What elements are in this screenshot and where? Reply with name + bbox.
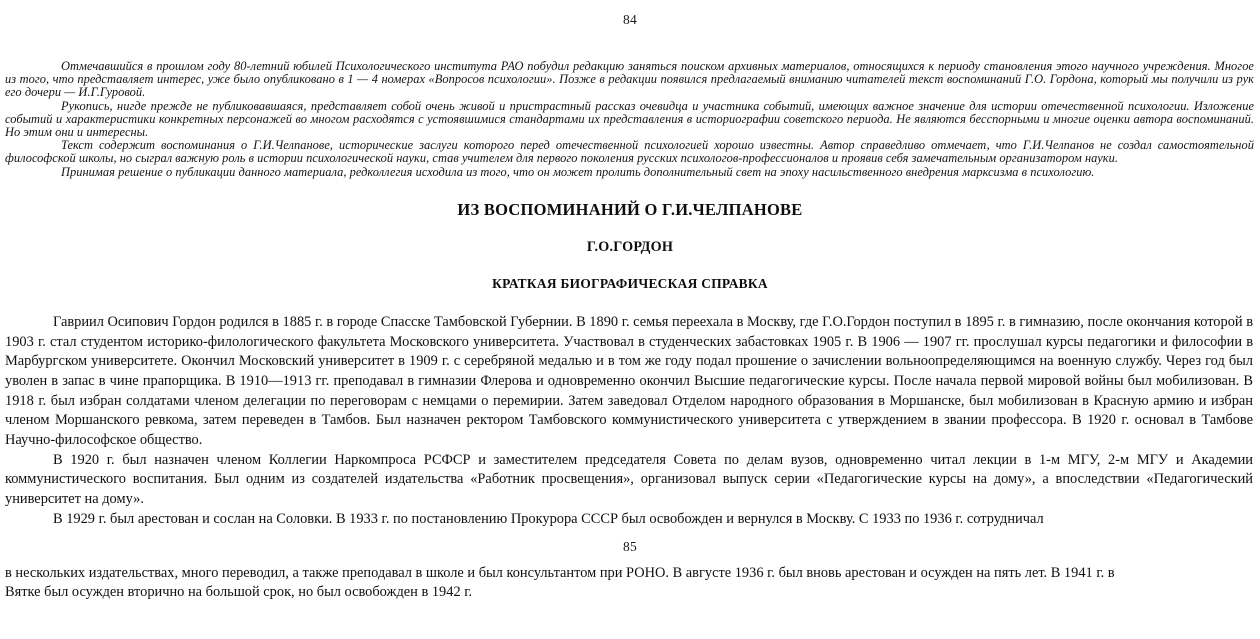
preamble-paragraph: Принимая решение о публикации данного материала, редколлегия исходила из того, что он может пролить дополнительный свет на эпоху насильственного внедрения марксизма в психологию.	[61, 164, 1095, 179]
heading-block	[0, 179, 1260, 292]
page-title: ИЗ ВОСПОМИНАНИЙ О Г.И.ЧЕЛПАНОВЕ	[457, 199, 803, 219]
page-number-bottom: 85	[623, 538, 637, 554]
body-paragraph: В 1929 г. был арестован и сослан на Соловки. В 1933 г. по постановлению Прокурора СССР был освобожден и вернулся в Москву. С 1933 по 1936 г. сотрудничал	[53, 510, 1044, 527]
continuation-text	[5, 564, 1253, 601]
body-paragraph: Гавриил Осипович Гордон родился в 1885 г. в городе Спасске Тамбовской Губернии. В 1890 г. семья переехала в Москву, где Г.О.Гордон поступил в 1895 г. в гимназию, после окончания которой в 1903 г. стал студентом историко-филологического факультета Московского университета. Участвовал в студенческих забастовках 1905 г. В 1906 — 1907 гг. прослушал курсы педагогики и философии в Марбургском университете. Окончил Московский университет в 1909 г. с серебряной медалью и в том же году подал прошение о зачислении вольноопределяющимся на военную службу. Через год был уволен в запас в чине прапорщика. В 1910—1913 гг. преподавал в гимназии Флерова и одновременно окончил Высшие педагогические курсы. После начала первой мировой войны был мобилизован. В 1918 г. был избран солдатами членом делегации по переговорам с немцами о перемирии. Затем заведовал Отделом народного образования в Моршанске, был мобилизован в Красную армию и избран членом Моршанского ревкома, затем переведен в Тамбов. Был назначен ректором Тамбовского коммунистического университета с утверждением в звании профессора. В 1920 г. основал в Тамбове Научно-философское общество.	[5, 313, 1253, 449]
continuation-paragraph: в нескольких издательствах, много переводил, а также преподавал в школе и был консультантом при РОНО. В августе 1936 г. был вновь арестован и осужден на пять лет. В 1941 г. в	[5, 564, 1115, 581]
clipped-bottom-line: Вятке был осужден вторично на большой срок, но был освобожден в 1942 г.	[5, 584, 473, 601]
preamble-paragraph: Отмечавшийся в прошлом году 80-летний юбилей Психологического института РАО побудил редакцию заняться поиском архивных материалов, относящихся к периоду становления этого научного учреждения. Многое из того, что представляет интерес, уже было опубликовано в 1 — 4 номерах «Вопросов психологии». Позже в редакции появился предлагаемый вниманию читателей текст воспоминаний Г.О. Гордона, который мы получили из рук его дочери — И.Г.Гуровой.	[5, 59, 1254, 100]
main-body-text	[5, 292, 1253, 530]
page-number-top: 84	[623, 12, 637, 27]
preamble-paragraph: Рукопись, нигде прежде не публиковавшаяся, представляет собой очень живой и пристрастный рассказ очевидца и участника событий, имеющих важное значение для истории отечественной психологии. Изложение событий и характеристики конкретных персонажей во многом расходятся с устоявшимися стандартами их представления в историографии советского периода. Не являются бесспорными и многие оценки автора воспоминаний. Но этим они и интересны.	[5, 98, 1254, 140]
author-name: Г.О.ГОРДОН	[586, 238, 674, 255]
editorial-preamble	[5, 28, 1254, 179]
section-subtitle: КРАТКАЯ БИОГРАФИЧЕСКАЯ СПРАВКА	[492, 275, 768, 291]
preamble-paragraph: Текст содержит воспоминания о Г.И.Челпанове, исторические заслуги которого перед отечественной психологией хорошо известны. Автор справедливо отмечает, что Г.И.Челпанов не создал самостоятельной философской школы, но сыграл важную роль в истории психологической науки, став учителем для первого поколения русских психологов-профессионалов и проявив себя замечательным организатором науки.	[5, 138, 1254, 166]
body-paragraph: В 1920 г. был назначен членом Коллегии Наркомпроса РСФСР и заместителем председателя Совета по делам вузов, одновременно читал лекции в 1-м МГУ, 2-м МГУ и Академии коммунистического воспитания. Был одним из создателей издательства «Работник просвещения», организовал выпуск серии «Педагогические курсы на дому», а впоследствии «Педагогический университет на дому».	[5, 451, 1253, 508]
